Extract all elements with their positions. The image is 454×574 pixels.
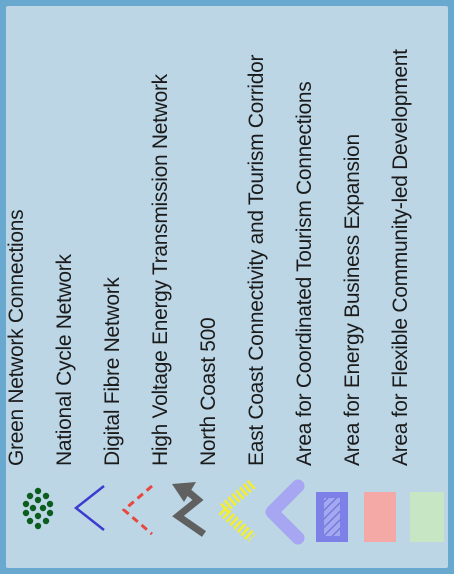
legend-label-digital-fibre: Digital Fibre Network (101, 277, 124, 466)
yellow-dotted-zigzag-icon (212, 482, 256, 540)
legend-label-coordinated-tourism: Area for Coordinated Tourism Connections (293, 81, 316, 466)
legend-label-east-coast: East Coast Connectivity and Tourism Corridor (245, 54, 268, 466)
light-green-box-icon (410, 492, 444, 542)
legend (6, 6, 448, 568)
green-dots-icon (20, 486, 56, 530)
legend-panel (6, 6, 448, 568)
hatched-blue-box-icon (316, 492, 348, 542)
grey-arrow-zigzag-icon (164, 480, 208, 540)
pink-box-icon (364, 492, 396, 542)
legend-label-flexible-community: Area for Flexible Community-led Development (389, 49, 412, 466)
lavender-thick-zigzag-icon (260, 482, 304, 542)
legend-label-green-network: Green Network Connections (5, 209, 28, 466)
legend-label-north-coast-500: North Coast 500 (197, 317, 220, 466)
legend-label-energy-business: Area for Energy Business Expansion (341, 134, 364, 466)
red-dashed-zigzag-icon (116, 484, 156, 536)
blue-zigzag-line-icon (70, 484, 108, 532)
legend-label-national-cycle: National Cycle Network (53, 254, 76, 466)
legend-label-high-voltage: High Voltage Energy Transmission Network (149, 74, 172, 466)
